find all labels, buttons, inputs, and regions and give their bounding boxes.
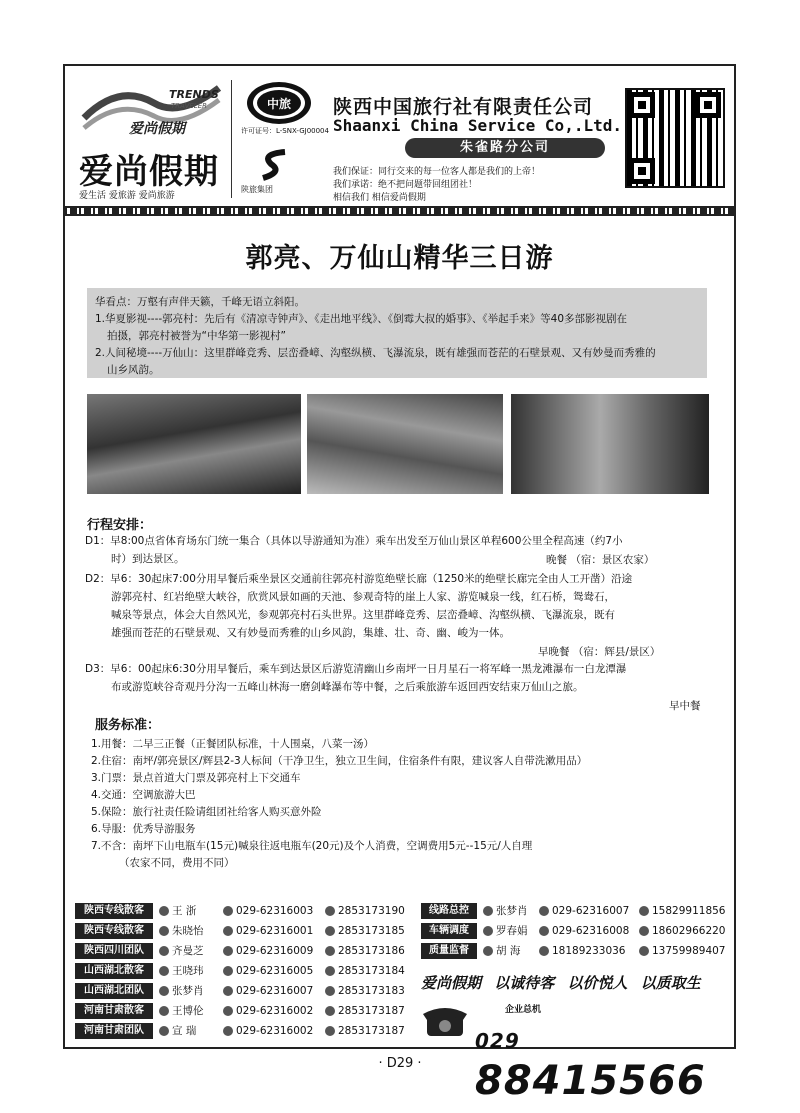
qq-icon <box>325 1026 335 1036</box>
qq-icon <box>325 906 335 916</box>
telephone-icon <box>421 1004 469 1038</box>
highlight-line: 华看点：万壑有声伴天籁，千峰无语立斜阳。 <box>95 296 305 308</box>
mobile-icon <box>639 926 649 936</box>
contact-tag: 陕西专线散客 <box>75 903 153 919</box>
photo-cliff-village <box>87 394 301 494</box>
phone-icon <box>223 1026 233 1036</box>
promise-line: 相信我们 相信爱尚假期 <box>333 193 426 203</box>
day-line: D2：早6：30起床7:00分用早餐后乘坐景区交通前往郭亮村游览绝壁长廊（1250米的绝壁长廊完全由人工开凿）沿途 <box>85 573 633 585</box>
contact-name: 张梦肖 <box>496 905 528 917</box>
promise-line: 我们保证：同行交来的每一位客人都是我们的上帝！ <box>333 167 541 177</box>
service-item: 7.不含：南坪下山电瓶车(15元)喊泉往返电瓶车(20元)及个人消费，空调费用5元--15元/人自理 <box>91 840 533 852</box>
hotline-label: 企业总机 <box>505 1005 542 1015</box>
contact-name: 宣 瑞 <box>172 1025 197 1037</box>
decorative-border <box>65 206 734 216</box>
service-item: 5.保险：旅行社责任险请组团社给客人购买意外险 <box>91 806 322 818</box>
promise-line: 我们承诺：绝不把问题带回组团社！ <box>333 180 478 190</box>
contact-qq[interactable]: 2853173184 <box>338 965 405 977</box>
hotline-digits: 88415566 <box>475 1058 706 1104</box>
contact-tag: 山西湖北团队 <box>75 983 153 999</box>
qq-icon <box>325 926 335 936</box>
services-heading: 服务标准： <box>95 718 161 733</box>
contact-tel[interactable]: 029-62316005 <box>236 965 314 977</box>
contact-tag: 山西湖北散客 <box>75 963 153 979</box>
svg-text:爱尚假期: 爱尚假期 <box>129 121 185 137</box>
qq-icon <box>325 1006 335 1016</box>
person-icon <box>159 1006 169 1016</box>
highlights-box <box>87 288 707 378</box>
contact-tel[interactable]: 029-62316001 <box>236 925 314 937</box>
contact-row <box>75 1022 415 1040</box>
contact-tag: 河南甘肃团队 <box>75 1023 153 1039</box>
contact-qq[interactable]: 2853173186 <box>338 945 405 957</box>
contact-row <box>75 982 415 1000</box>
contact-row <box>75 902 415 920</box>
photo-strip <box>87 394 709 494</box>
hotline-area-code: 029 <box>475 1029 520 1053</box>
person-icon <box>159 906 169 916</box>
phone-icon <box>539 946 549 956</box>
day-line: 雄强而苍茫的石壁景观、又有妙曼而秀雅的山乡风韵，集雄、壮、奇、幽、峻为一体。 <box>111 627 510 639</box>
contact-tag: 车辆调度 <box>421 923 477 939</box>
contact-name: 齐曼芝 <box>172 945 204 957</box>
person-icon <box>159 946 169 956</box>
highlight-line: 拍摄，郭亮村被誉为“中华第一影视村” <box>107 330 286 342</box>
contact-tag: 线路总控 <box>421 903 477 919</box>
contact-tel[interactable]: 029-62316002 <box>236 1005 314 1017</box>
contact-mobile[interactable]: 15829911856 <box>652 905 726 917</box>
day-line: D3：早6：00起床6:30分用早餐后，乘车到达景区后游览清幽山乡南坪一日月星石一将军峰一黑龙滩瀑布一白龙潭瀑 <box>85 663 627 675</box>
svg-text:TRENDS: TRENDS <box>169 88 219 101</box>
highlight-line: 山乡风韵。 <box>107 364 160 376</box>
contact-qq[interactable]: 2853173185 <box>338 925 405 937</box>
qr-code[interactable] <box>625 88 725 188</box>
person-icon <box>159 1026 169 1036</box>
license-number: 许可证号：L-SNX-GJ00004 <box>241 127 329 135</box>
service-item: 1.用餐：二早三正餐（正餐团队标准，十人围桌，八菜一汤） <box>91 738 375 750</box>
person-icon <box>483 906 493 916</box>
service-item: 2.住宿：南坪/郭亮景区/辉县2-3人标间（干净卫生，独立卫生间，住宿条件有限，建议客人自带洗漱用品） <box>91 755 588 767</box>
header <box>65 66 734 206</box>
contact-tag: 陕西专线散客 <box>75 923 153 939</box>
contact-mobile[interactable]: 18602966220 <box>652 925 726 937</box>
services-list <box>91 736 711 872</box>
day-line: 布或游览峡谷奇观丹分沟一五峰山林海一磨剑峰瀑布等中餐，之后乘旅游车返回西安结束万仙山之旅。 <box>111 681 584 693</box>
day-1-meal: 晚餐 （宿：景区农家） <box>546 554 655 566</box>
contact-row <box>421 922 731 940</box>
day-3-meal: 早中餐 <box>669 700 701 712</box>
qq-icon <box>325 946 335 956</box>
service-item: 4.交通：空调旅游大巴 <box>91 789 196 801</box>
phone-icon <box>223 906 233 916</box>
contact-tel[interactable]: 029-62316007 <box>236 985 314 997</box>
phone-icon <box>223 926 233 936</box>
phone-icon <box>539 906 549 916</box>
contact-name: 胡 海 <box>496 945 521 957</box>
contact-row <box>75 1002 415 1020</box>
company-name-en: Shaanxi China Service Co,.Ltd. <box>333 116 622 135</box>
service-item: （农家不同，费用不同） <box>119 857 235 869</box>
contact-qq[interactable]: 2853173183 <box>338 985 405 997</box>
person-icon <box>159 966 169 976</box>
contact-qq[interactable]: 2853173190 <box>338 905 405 917</box>
day-line: 时）到达景区。 <box>111 553 185 565</box>
brand-slogan: 爱生活 爱旅游 爱尚旅游 <box>79 191 175 201</box>
contact-name: 王哓玮 <box>172 965 204 977</box>
qq-icon <box>325 986 335 996</box>
contact-tel[interactable]: 029-62316002 <box>236 1025 314 1037</box>
group-name: 陕旅集团 <box>241 185 273 194</box>
contact-tel[interactable]: 029-62316008 <box>552 925 630 937</box>
contact-tel[interactable]: 029-62316009 <box>236 945 314 957</box>
contact-tag: 质量监督 <box>421 943 477 959</box>
day-2-meal: 早晚餐 （宿：辉县/景区） <box>538 646 661 658</box>
day-line: 喊泉等景点，体会大自然风光，参观郭亮村石头世界。这里群峰竞秀、层峦叠嶂、沟壑纵横、飞瀑流泉，既有 <box>111 609 615 621</box>
contact-tel[interactable]: 029-62316007 <box>552 905 630 917</box>
svg-text:中旅: 中旅 <box>266 97 292 111</box>
day-line: 游郭亮村、红岩绝壁大峡谷，欣赏风景如画的天池、参观奇特的崖上人家、游览喊泉一线，红石桥，鸳鸯石， <box>111 591 615 603</box>
divider <box>231 80 232 198</box>
itinerary-day-2 <box>85 570 715 642</box>
contact-name: 王 浙 <box>172 905 197 917</box>
highlight-line: 1.华夏影视----郭亮村：先后有《清凉寺钟声》、《走出地平线》、《倒霉大叔的婚事》、《举起手来》等40多部影视剧在 <box>95 313 628 325</box>
contact-tel[interactable]: 029-62316003 <box>236 905 314 917</box>
cits-logo-icon <box>245 80 313 126</box>
branch-badge: 朱雀路分公司 <box>405 138 605 158</box>
brand-logo <box>79 78 229 138</box>
person-icon <box>159 926 169 936</box>
contact-row <box>421 942 731 960</box>
contact-name: 王博伦 <box>172 1005 204 1017</box>
mobile-icon <box>639 906 649 916</box>
page-number: · D29 · <box>378 1056 422 1071</box>
contact-row <box>421 902 731 920</box>
photo-waterfall-pool <box>511 394 709 494</box>
contact-name: 张梦肖 <box>172 985 204 997</box>
contact-row <box>75 942 415 960</box>
itinerary-heading: 行程安排： <box>87 518 153 533</box>
phone-icon <box>223 986 233 996</box>
person-icon <box>483 946 493 956</box>
photo-stream <box>307 394 503 494</box>
contact-row <box>75 962 415 980</box>
contact-qq[interactable]: 2853173187 <box>338 1025 405 1037</box>
contact-name: 罗春娟 <box>496 925 528 937</box>
contact-row <box>75 922 415 940</box>
highlight-line: 2.人间秘境----万仙山：这里群峰竞秀、层峦叠嶂、沟壑纵横、飞瀑流泉，既有雄强而苍茫的石壁景观、又有妙曼而秀雅的 <box>95 347 656 359</box>
contact-mobile[interactable]: 13759989407 <box>652 945 726 957</box>
company-name-cn: 陕西中国旅行社有限责任公司 <box>333 96 594 118</box>
service-item: 6.导服：优秀导游服务 <box>91 823 196 835</box>
motto: 爱尚假期 以诚待客 以价悦人 以质取生 <box>421 974 701 992</box>
contact-qq[interactable]: 2853173187 <box>338 1005 405 1017</box>
brand-name: 爱尚假期 <box>79 152 219 192</box>
phone-icon <box>223 946 233 956</box>
itinerary-day-3 <box>85 660 715 696</box>
group-logo-icon <box>255 148 295 182</box>
mobile-icon <box>639 946 649 956</box>
person-icon <box>483 926 493 936</box>
person-icon <box>159 986 169 996</box>
qq-icon <box>325 966 335 976</box>
phone-icon <box>223 966 233 976</box>
day-line: D1：早8:00点省体育场东门统一集合（具体以导游通知为准）乘车出发至万仙山景区单程600公里全程高速（约7小 <box>85 535 623 547</box>
contact-tel[interactable]: 18189233036 <box>552 945 626 957</box>
contact-name: 朱晓怡 <box>172 925 204 937</box>
svg-text:TRAVELER: TRAVELER <box>171 102 207 110</box>
contact-tag: 陕西四川团队 <box>75 943 153 959</box>
service-item: 3.门票：景点首道大门票及郭亮村上下交通车 <box>91 772 301 784</box>
phone-icon <box>539 926 549 936</box>
contact-tag: 河南甘肃散客 <box>75 1003 153 1019</box>
phone-icon <box>223 1006 233 1016</box>
page-title: 郭亮、万仙山精华三日游 <box>245 243 554 274</box>
